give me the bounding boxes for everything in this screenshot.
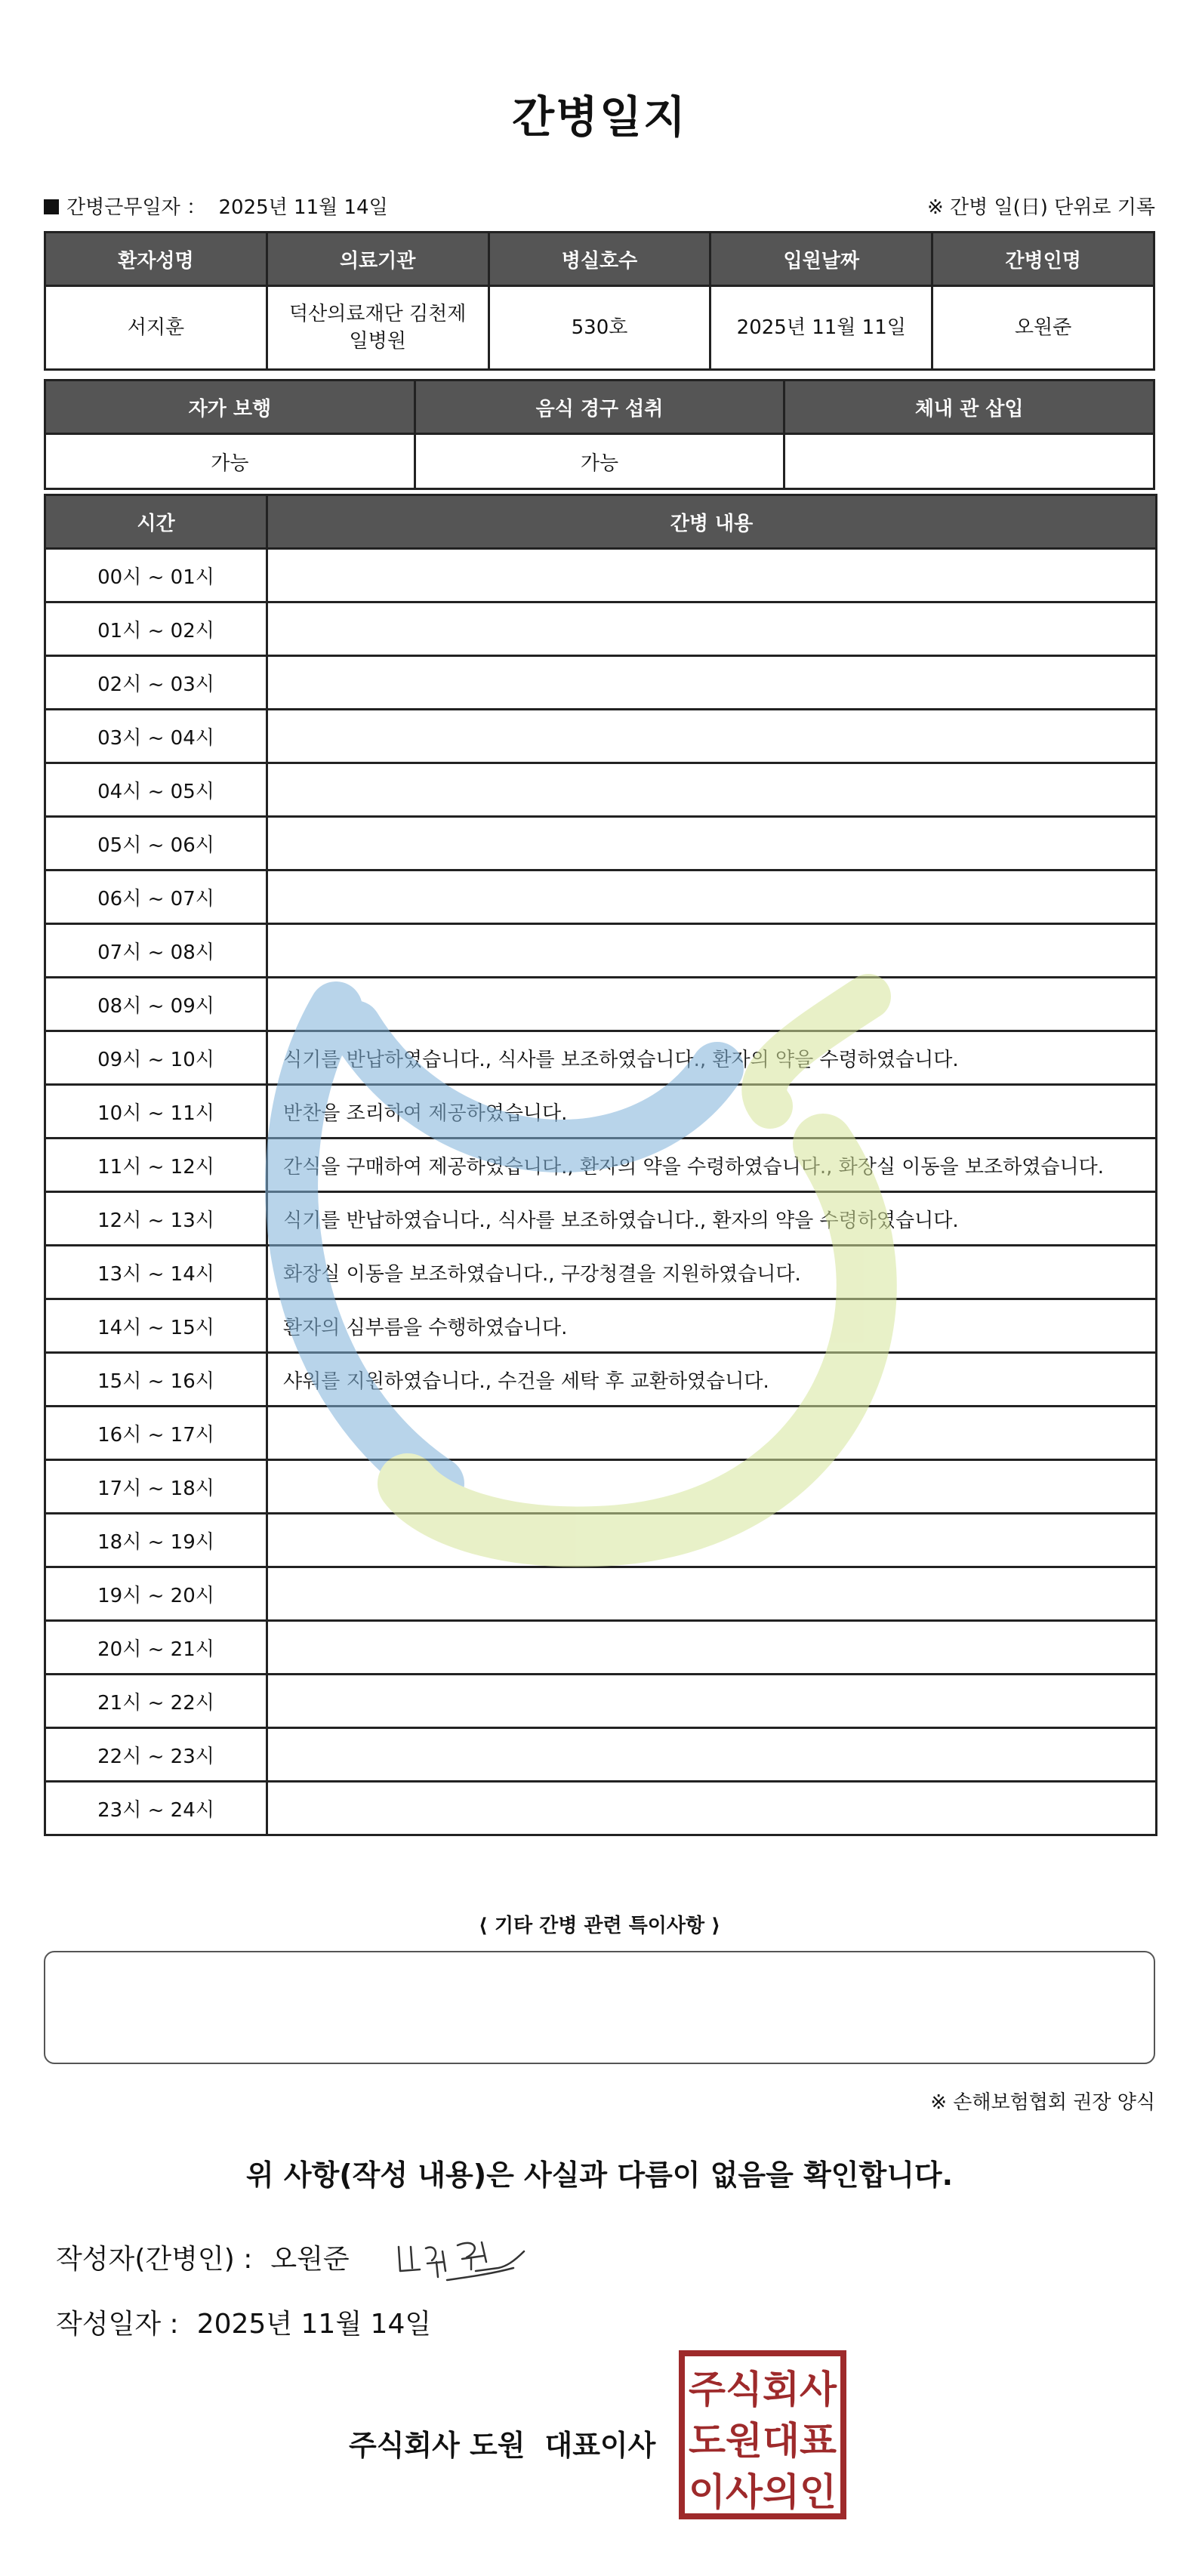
care-log-row xyxy=(45,1567,1157,1621)
patient-info-table xyxy=(44,231,1155,371)
written-date-value: 2025년 11월 14일 xyxy=(196,2309,432,2340)
care-content xyxy=(267,602,1157,656)
care-log-row xyxy=(45,1514,1157,1567)
care-log-row xyxy=(45,1782,1157,1835)
time-slot: 00시 ~ 01시 xyxy=(45,549,267,602)
admission-date: 2025년 11월 11일 xyxy=(710,286,932,370)
time-slot: 03시 ~ 04시 xyxy=(45,710,267,763)
care-content xyxy=(267,924,1157,978)
room-number: 530호 xyxy=(489,286,710,370)
seal-line-3: 이사의인 xyxy=(689,2470,837,2514)
care-log-row xyxy=(45,1192,1157,1246)
care-content xyxy=(267,1621,1157,1675)
care-content: 간식을 구매하여 제공하였습니다., 환자의 약을 수령하였습니다., 화장실 이동을 보조하였습니다. xyxy=(267,1139,1157,1192)
care-log-row xyxy=(45,924,1157,978)
care-log-row xyxy=(45,1139,1157,1192)
care-log-row xyxy=(45,978,1157,1031)
care-content: 화장실 이동을 보조하였습니다., 구강청결을 지원하였습니다. xyxy=(267,1246,1157,1299)
written-date-line xyxy=(56,2303,431,2341)
care-log-row xyxy=(45,1246,1157,1299)
work-date xyxy=(44,192,388,220)
writer-name: 오원준 xyxy=(270,2244,350,2275)
care-log-row xyxy=(45,1031,1157,1085)
company-title: 대표이사 xyxy=(544,2429,656,2462)
time-slot: 10시 ~ 11시 xyxy=(45,1085,267,1139)
header-room: 병실호수 xyxy=(489,233,710,286)
care-content xyxy=(267,549,1157,602)
time-slot: 21시 ~ 22시 xyxy=(45,1675,267,1728)
header-tube-insertion: 체내 관 삽입 xyxy=(784,381,1154,434)
care-content xyxy=(267,1407,1157,1460)
patient-status-table xyxy=(44,379,1155,490)
special-notes-label: ⟨ 기타 간병 관련 특이사항 ⟩ xyxy=(478,1915,721,1937)
header-time: 시간 xyxy=(45,495,267,549)
care-content xyxy=(267,1782,1157,1835)
handwritten-signature xyxy=(393,2224,529,2292)
caregiver-name: 오원준 xyxy=(932,286,1154,370)
care-log-row xyxy=(45,1407,1157,1460)
care-content xyxy=(267,817,1157,870)
care-content: 샤워를 지원하였습니다., 수건을 세탁 후 교환하였습니다. xyxy=(267,1353,1157,1407)
time-slot: 07시 ~ 08시 xyxy=(45,924,267,978)
care-log-row xyxy=(45,1621,1157,1675)
writer-line xyxy=(56,2238,350,2276)
care-log-row xyxy=(45,763,1157,817)
time-slot: 15시 ~ 16시 xyxy=(45,1353,267,1407)
header-admission-date: 입원날짜 xyxy=(710,233,932,286)
special-notes-box xyxy=(44,1951,1155,2064)
seal-line-2: 도원대표 xyxy=(689,2419,837,2463)
hospital-name-text: 덕산의료재단 김천제일병원 xyxy=(289,303,467,353)
company-signature-line xyxy=(349,2422,655,2464)
time-slot: 23시 ~ 24시 xyxy=(45,1782,267,1835)
care-content xyxy=(267,1675,1157,1728)
writer-label: 작성자(간병인) : xyxy=(56,2244,253,2275)
company-name: 주식회사 도원 xyxy=(349,2429,526,2462)
care-content: 환자의 심부름을 수행하였습니다. xyxy=(267,1299,1157,1353)
care-log-row xyxy=(45,870,1157,924)
care-log-row xyxy=(45,710,1157,763)
care-log-row xyxy=(45,602,1157,656)
care-log-row xyxy=(45,1353,1157,1407)
time-slot: 12시 ~ 13시 xyxy=(45,1192,267,1246)
time-slot: 08시 ~ 09시 xyxy=(45,978,267,1031)
time-slot: 17시 ~ 18시 xyxy=(45,1460,267,1514)
time-slot: 05시 ~ 06시 xyxy=(45,817,267,870)
confirmation-statement: 위 사항(작성 내용)은 사실과 다름이 없음을 확인합니다. xyxy=(245,2158,954,2192)
care-content xyxy=(267,978,1157,1031)
header-care-content: 간병 내용 xyxy=(267,495,1157,549)
care-log-table xyxy=(44,494,1157,1836)
square-bullet-icon xyxy=(44,199,59,214)
time-slot: 09시 ~ 10시 xyxy=(45,1031,267,1085)
care-log-row xyxy=(45,1675,1157,1728)
care-content: 식기를 반납하였습니다., 식사를 보조하였습니다., 환자의 약을 수령하였습니다. xyxy=(267,1031,1157,1085)
care-content xyxy=(267,1514,1157,1567)
header-oral-intake: 음식 경구 섭취 xyxy=(415,381,784,434)
care-content xyxy=(267,1728,1157,1782)
header-caregiver: 간병인명 xyxy=(932,233,1154,286)
time-slot: 13시 ~ 14시 xyxy=(45,1246,267,1299)
time-slot: 02시 ~ 03시 xyxy=(45,656,267,710)
care-content xyxy=(267,1567,1157,1621)
record-note: ※ 간병 일(日) 단위로 기록 xyxy=(926,196,1155,219)
time-slot: 01시 ~ 02시 xyxy=(45,602,267,656)
care-content: 반찬을 조리하여 제공하였습니다. xyxy=(267,1085,1157,1139)
time-slot: 19시 ~ 20시 xyxy=(45,1567,267,1621)
care-content xyxy=(267,656,1157,710)
care-log-row xyxy=(45,1460,1157,1514)
time-slot: 18시 ~ 19시 xyxy=(45,1514,267,1567)
time-slot: 04시 ~ 05시 xyxy=(45,763,267,817)
care-content xyxy=(267,1460,1157,1514)
care-log-row xyxy=(45,1728,1157,1782)
time-slot: 20시 ~ 21시 xyxy=(45,1621,267,1675)
time-slot: 22시 ~ 23시 xyxy=(45,1728,267,1782)
tube-insertion-value xyxy=(784,434,1154,489)
care-content xyxy=(267,870,1157,924)
written-date-label: 작성일자 : xyxy=(56,2309,179,2340)
time-slot: 06시 ~ 07시 xyxy=(45,870,267,924)
care-log-row xyxy=(45,1085,1157,1139)
patient-name: 서지훈 xyxy=(45,286,267,370)
care-log-row xyxy=(45,1299,1157,1353)
time-slot: 11시 ~ 12시 xyxy=(45,1139,267,1192)
care-log-row xyxy=(45,817,1157,870)
care-log-rows xyxy=(45,549,1157,1835)
recommendation-note: ※ 손해보험협회 권장 양식 xyxy=(930,2091,1155,2114)
hospital-name xyxy=(267,286,489,370)
oral-intake-value: 가능 xyxy=(415,434,784,489)
work-date-label: 간병근무일자 ： xyxy=(66,196,206,219)
care-log-row xyxy=(45,656,1157,710)
seal-line-1: 주식회사 xyxy=(689,2368,837,2411)
header-hospital: 의료기관 xyxy=(267,233,489,286)
document-title: 간병일지 xyxy=(511,91,688,143)
header-self-walking: 자가 보행 xyxy=(45,381,415,434)
care-content xyxy=(267,763,1157,817)
care-log-row xyxy=(45,549,1157,602)
self-walking-value: 가능 xyxy=(45,434,415,489)
header-patient-name: 환자성명 xyxy=(45,233,267,286)
time-slot: 16시 ~ 17시 xyxy=(45,1407,267,1460)
time-slot: 14시 ~ 15시 xyxy=(45,1299,267,1353)
care-content xyxy=(267,710,1157,763)
company-seal-stamp xyxy=(678,2350,847,2520)
care-content: 식기를 반납하였습니다., 식사를 보조하였습니다., 환자의 약을 수령하였습니다. xyxy=(267,1192,1157,1246)
work-date-value: 2025년 11월 14일 xyxy=(218,196,388,219)
